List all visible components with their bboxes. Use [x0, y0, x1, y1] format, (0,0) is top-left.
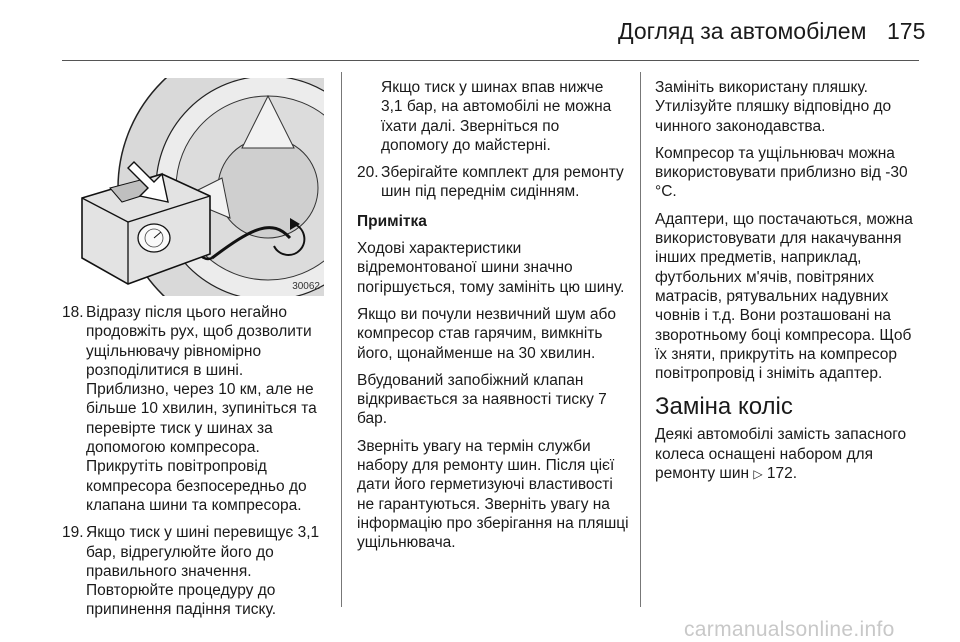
page-title: Догляд за автомобілем — [618, 18, 867, 44]
note-title: Примітка — [357, 212, 427, 230]
header-divider — [62, 60, 919, 61]
step-19-continuation — [357, 78, 629, 155]
watermark: carmanualsonline.info — [684, 618, 895, 641]
step-number: 18. — [62, 304, 84, 321]
step-19 — [62, 523, 330, 619]
column-1 — [62, 303, 330, 628]
page-reference-arrow-icon: ▷ — [753, 467, 763, 482]
figure-code: 30062 — [292, 281, 320, 292]
paragraph: Адаптери, що постачаються, можна використовувати для накачування інших предметів, наприклад, футбольних м'ячів, повітряних матрасів, рятувальних надувних човнів і т.д. Вони розташовані на зворотньому боці компресора. Щоб їх зняти, прикрутіть на компресор повітропровід і зніміть адаптер. — [655, 210, 913, 383]
note-paragraph: Зверніть увагу на термін служби набору для ремонту шин. Після цієї дати його герметизуючі властивості не гарантуються. Зверніть увагу на інформацію про зберігання на пляшці ущільнювача. — [357, 437, 629, 552]
step-text: Зберігайте комплект для ремонту шин під переднім сидінням. — [381, 164, 624, 201]
step-20 — [357, 163, 629, 202]
column-divider-2 — [640, 72, 641, 607]
column-2 — [357, 78, 629, 561]
step-number: 20. — [357, 164, 379, 182]
column-3 — [655, 78, 923, 492]
step-18 — [62, 303, 330, 515]
paragraph: Компресор та ущільнювач можна використовувати приблизно від -30 °C. — [655, 144, 908, 201]
step-text: Якщо тиск у шинах впав нижче 3,1 бар, на автомобілі не можна їхати далі. Зверніться по допомогу до майстерні. — [381, 79, 612, 154]
compressor-illustration — [62, 78, 324, 296]
section-text: Деякі автомобілі замість запасного колеса оснащені набором для ремонту шин — [655, 426, 907, 483]
page-number: 175 — [887, 18, 926, 44]
column-divider-1 — [341, 72, 342, 607]
step-number: 19. — [62, 524, 84, 542]
step-text: Якщо тиск у шині перевищує 3,1 бар, відрегулюйте його до правильного значення. Повторюйте процедуру до припинення падіння тиску. — [86, 524, 320, 619]
compressor-drawing — [62, 78, 324, 296]
note-paragraph: Якщо ви почули незвичний шум або компресор став гарячим, вимкніть його, щонайменше на 30 хвилин. — [357, 305, 617, 362]
paragraph: Замініть використану пляшку. Утилізуйте пляшку відповідно до чинного законодавства. — [655, 79, 892, 135]
step-text: Відразу після цього негайно продовжіть рух, щоб дозволити ущільнювачу рівномірно розподілитися в шині. Приблизно, через 10 км, але не більше 10 хвилин, зупиніться та перевірте тиск у шинах за допомогою компресора. Прикрутіть повітропровід компресора безпосередньо до клапана шини та компресора. — [86, 304, 317, 514]
page-reference[interactable]: 172. — [766, 465, 798, 483]
section-paragraph — [655, 425, 923, 484]
note-paragraph: Ходові характеристики відремонтованої шини значно погіршується, тому замініть цю шину. — [357, 240, 625, 296]
note-paragraph: Вбудований запобіжний клапан відкривається за наявності тиску 7 бар. — [357, 371, 607, 428]
section-heading: Заміна коліс — [655, 393, 793, 421]
